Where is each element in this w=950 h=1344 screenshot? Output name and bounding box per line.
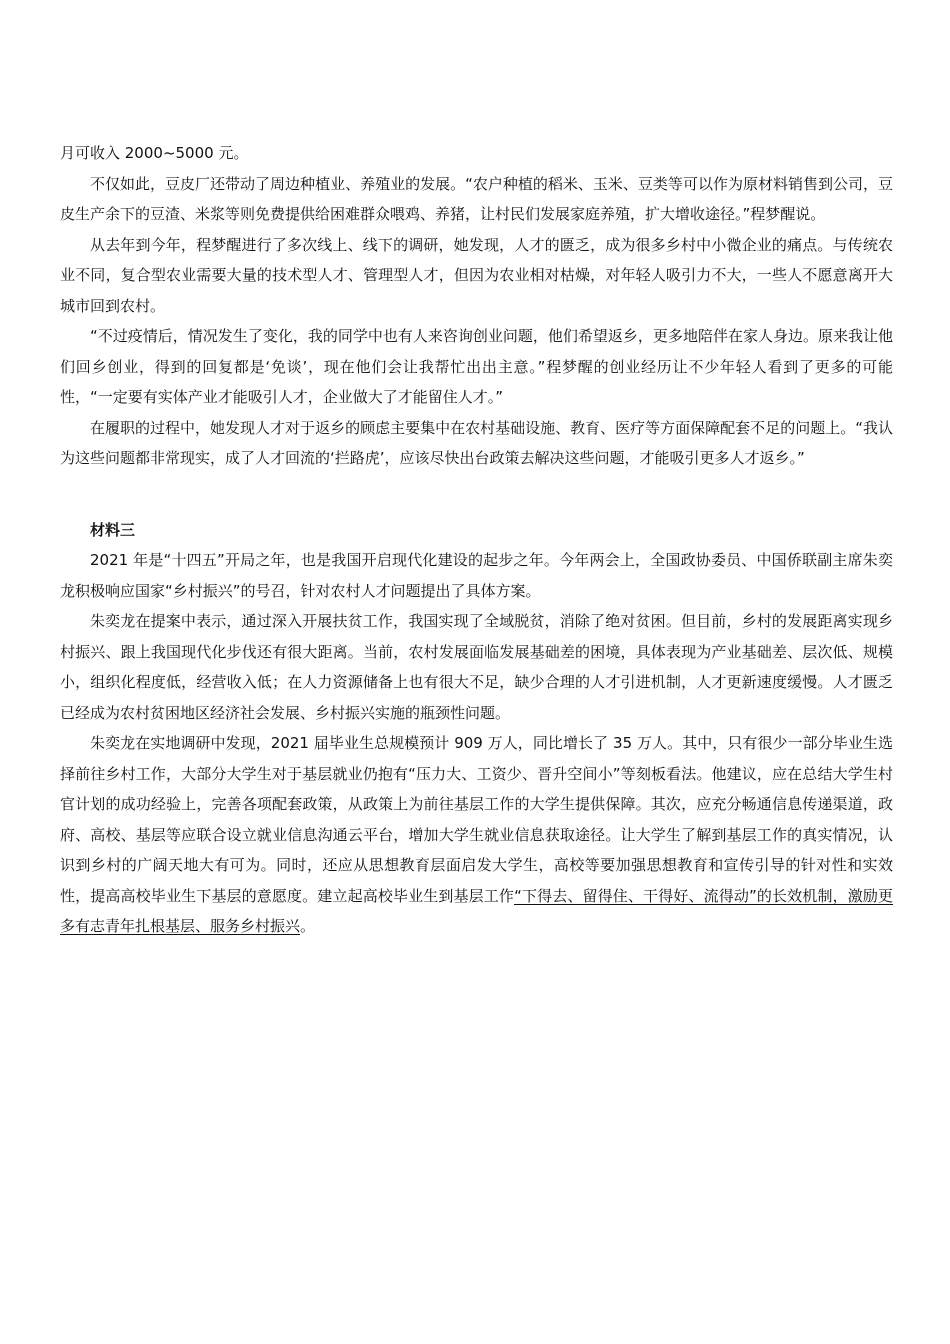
paragraph: 朱奕龙在提案中表示，通过深入开展扶贫工作，我国实现了全域脱贫，消除了绝对贫困。但目前，乡村的发展距离实现乡村振兴、跟上我国现代化步伐还有很大距离。当前，农村发展面临发展基础差的困境，具体表现为产业基础差、层次低、规模小，组织化程度低，经营收入低；在人力资源储备上也有很大不足，缺少合理的人才引进机制，人才更新速度缓慢。人才匮乏已经成为农村贫困地区经济社会发展、乡村振兴实施的瓶颈性问题。 (60, 612, 893, 722)
paragraph-end: 。 (300, 917, 316, 935)
paragraph: 在履职的过程中，她发现人才对于返乡的顾虑主要集中在农村基础设施、教育、医疗等方面保障配套不足的问题上。“我认为这些问题都非常现实，成了人才回流的‘拦路虎’，应该尽快出台政策去解决这些问题，才能吸引更多人才返乡。” (60, 418, 893, 467)
paragraph: 2021 年是“十四五”开局之年，也是我国开启现代化建设的起步之年。今年两会上，全国政协委员、中国侨联副主席朱奕龙积极响应国家“乡村振兴”的号召，针对农村人才问题提出了具体方案。 (60, 551, 893, 600)
document-page (60, 138, 893, 942)
underlined-text: “下得去、留得住、干得好、流得动”的长效机制，激励更多有志青年扎根基层、服务乡村振兴 (60, 886, 893, 935)
paragraph-text: 朱奕龙在实地调研中发现，2021 届毕业生总规模预计 909 万人，同比增长了 35 万人。其中，只有很少一部分毕业生选择前往乡村工作，大部分大学生对于基层就业仍抱有“压力大、工资少、晋升空间小”等刻板看法。他建议，应在总结大学生村官计划的成功经验上，完善各项配套政策，从政策上为前往基层工作的大学生提供保障。其次，应充分畅通信息传递渠道，政府、高校、基层等应联合设立就业信息沟通云平台，增加大学生就业信息获取途径。让大学生了解到基层工作的真实情况，认识到乡村的广阔天地大有可为。同时，还应从思想教育层面启发大学生，高校等要加强思想教育和宣传引导的针对性和实效性，提高高校毕业生下基层的意愿度。建立起高校毕业生到基层工作 (60, 734, 893, 905)
paragraph (60, 728, 893, 942)
paragraph: 月可收入 2000~5000 元。 (60, 144, 249, 162)
paragraph: 不仅如此，豆皮厂还带动了周边种植业、养殖业的发展。“农户种植的稻米、玉米、豆类等可以作为原材料销售到公司，豆皮生产余下的豆渣、米浆等则免费提供给困难群众喂鸡、养猪，让村民们发展家庭养殖，扩大增收途径。”程梦醒说。 (60, 174, 893, 223)
paragraph: 从去年到今年，程梦醒进行了多次线上、线下的调研，她发现，人才的匮乏，成为很多乡村中小微企业的痛点。与传统农业不同，复合型农业需要大量的技术型人才、管理型人才，但因为农业相对枯燥，对年轻人吸引力不大，一些人不愿意离开大城市回到农村。 (60, 235, 893, 315)
paragraph: “不过疫情后，情况发生了变化，我的同学中也有人来咨询创业问题，他们希望返乡，更多地陪伴在家人身边。原来我让他们回乡创业，得到的回复都是‘免谈’，现在他们会让我帮忙出出主意。”程梦醒的创业经历让不少年轻人看到了更多的可能性，“一定要有实体产业才能吸引人才，企业做大了才能留住人才。” (60, 327, 893, 406)
section-heading: 材料三 (90, 520, 136, 539)
